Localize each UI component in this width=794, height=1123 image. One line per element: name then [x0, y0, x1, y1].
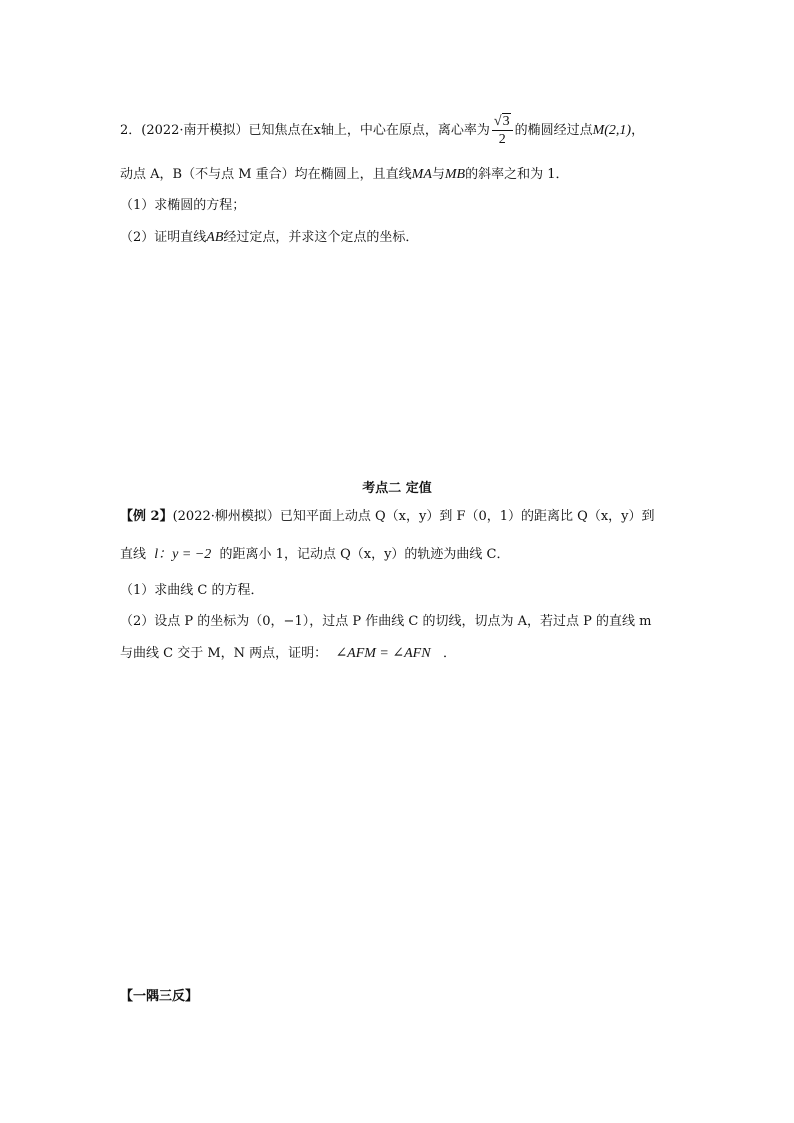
example2-tag: 【例 2】: [120, 509, 173, 524]
line-ab: AB: [206, 230, 224, 245]
example2-question2-line2: [120, 645, 456, 663]
example2-line1-text: (2022·柳州模拟）已知平面上动点 Q（x，y）到 F（0，1）的距离比 Q（x，y）到: [172, 509, 655, 524]
problem2-mid: 的椭圆经过点: [514, 123, 593, 138]
problem2-line2-end: 的斜率之和为 1．: [465, 167, 569, 182]
sqrt-icon: √: [493, 114, 502, 129]
line-ma: MA: [411, 167, 432, 182]
problem2-line2-text: 动点 A，B（不与点 M 重合）均在椭圆上，且直线: [120, 167, 412, 182]
example2-line2-text: 直线: [120, 547, 147, 562]
eccentricity-fraction: [492, 113, 513, 148]
example2-line2-end: 的距离小 1，记动点 Q（x，y）的轨迹为曲线 C．: [219, 547, 510, 562]
problem2-q2-text: （2）证明直线: [120, 230, 207, 245]
example2-line2: [120, 546, 510, 564]
fraction-denominator: 2: [498, 132, 506, 147]
example2-line1: [120, 508, 655, 526]
practice-label: 【一隅三反】: [120, 989, 199, 1004]
line-mb: MB: [444, 167, 466, 182]
example2-q2-end: ．: [442, 646, 456, 661]
section-title: 考点二 定值: [362, 481, 432, 496]
point-m: M(2,1): [592, 123, 632, 138]
example2-question2-line1: （2）设点 P 的坐标为（0，−1），过点 P 作曲线 C 的切线，切点为 A，若过点 P 的直线 m: [120, 614, 652, 629]
problem2-line1: [120, 113, 644, 148]
problem2-line2: [120, 166, 569, 184]
problem2-line2-conj: 与: [431, 167, 445, 182]
problem2-question1: （1）求椭圆的方程；: [120, 198, 246, 213]
angle-equation: ∠AFM = ∠AFN: [335, 646, 431, 661]
example2-question1: （1）求曲线 C 的方程．: [120, 583, 264, 598]
example2-q2-text: 与曲线 C 交于 M，N 两点，证明：: [120, 646, 328, 661]
line-l-equation: l：y = −2: [154, 547, 212, 562]
problem2-q2-end: 经过定点，并求这个定点的坐标．: [223, 230, 419, 245]
problem2-intro: 2．(2022·南开模拟）已知焦点在x轴上，中心在原点，离心率为: [120, 123, 490, 138]
fraction-numerator: √3: [492, 113, 513, 131]
problem2-line1-end: ，: [631, 123, 645, 138]
problem2-question2: [120, 229, 418, 247]
